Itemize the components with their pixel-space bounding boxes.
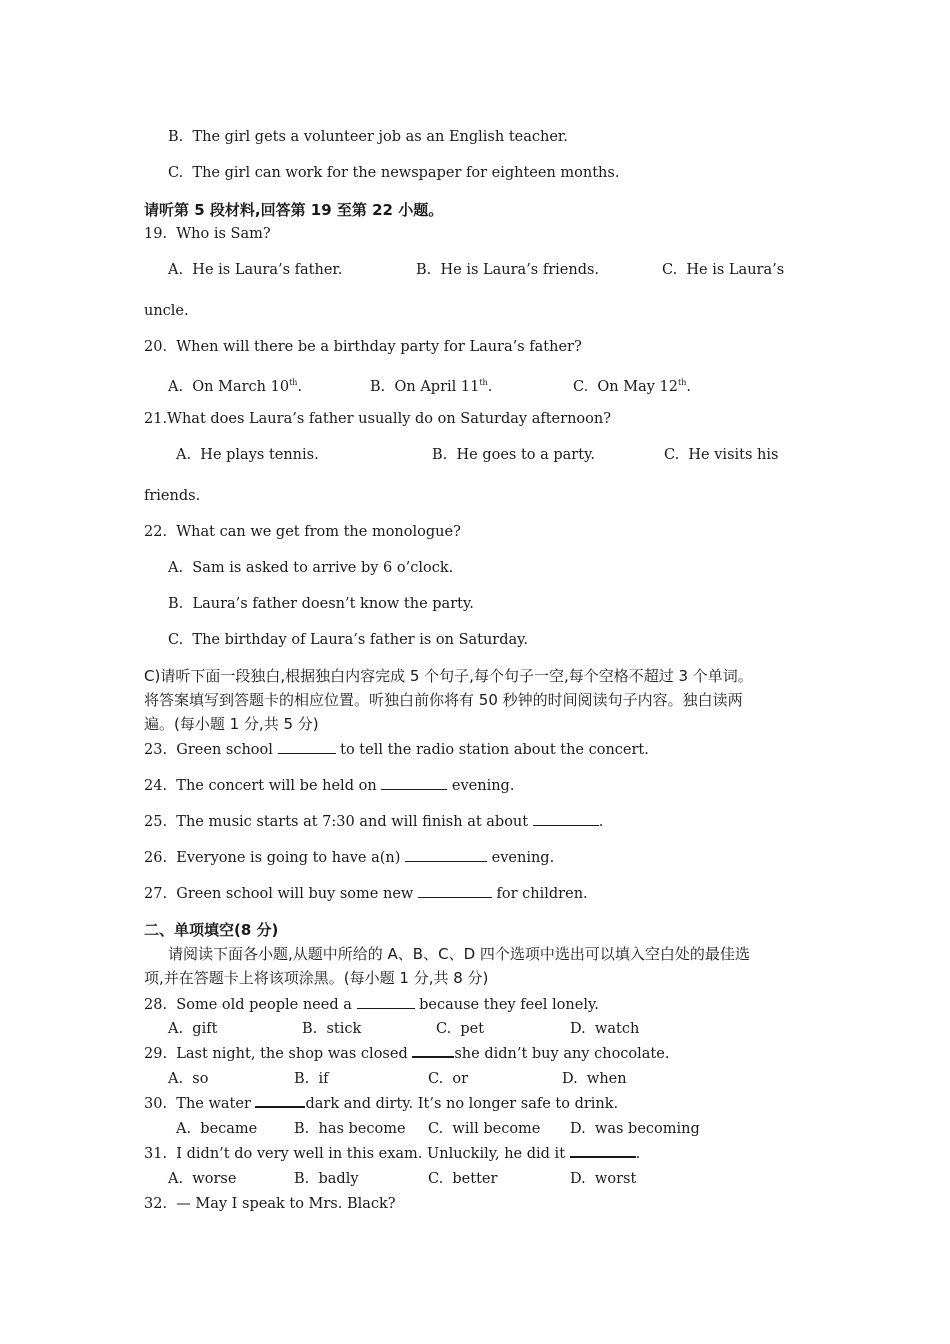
q28-option-c: C. pet [436, 1021, 485, 1037]
q22-option-a: A. Sam is asked to arrive by 6 o’clock. [168, 560, 454, 576]
section-5-heading: 请听第 5 段材料,回答第 19 至第 22 小题。 [144, 201, 444, 219]
q21-stem: 21.What does Laura’s father usually do on Saturday afternoon? [144, 411, 611, 427]
q25-blank [533, 811, 599, 826]
q29-option-d: D. when [562, 1071, 627, 1087]
q31-blank [570, 1142, 636, 1158]
q31-option-a: A. worse [168, 1171, 237, 1187]
part-c-instruction-line-3: 遍。(每小题 1 分,共 5 分) [144, 715, 319, 733]
section-2-instruction-line-1: 请阅读下面各小题,从题中所给的 A、B、C、D 四个选项中选出可以填入空白处的最佳选 [168, 945, 750, 963]
q30-option-b: B. has become [294, 1121, 406, 1137]
q24: 24. The concert will be held on evening. [144, 774, 514, 798]
q26-blank [405, 847, 487, 862]
q26: 26. Everyone is going to have a(n) evening. [144, 846, 554, 870]
section-2-heading: 二、单项填空(8 分) [144, 921, 279, 939]
part-c-instruction-line-1: C)请听下面一段独白,根据独白内容完成 5 个句子,每个句子一空,每个空格不超过 3 个单词。 [144, 667, 753, 685]
q18-option-c: C. The girl can work for the newspaper for eighteen months. [168, 165, 620, 181]
q20-option-b: B. On April 11th. [370, 378, 493, 395]
q27-blank [418, 883, 492, 898]
q18-option-b: B. The girl gets a volunteer job as an English teacher. [168, 129, 568, 145]
q21-option-c: C. He visits his [664, 447, 779, 463]
q19-option-c: C. He is Laura’s [662, 262, 785, 278]
q28-option-a: A. gift [168, 1021, 218, 1037]
q23-blank [278, 739, 336, 754]
q27: 27. Green school will buy some new for children. [144, 882, 588, 906]
q28-stem: 28. Some old people need a because they feel lonely. [144, 993, 599, 1017]
q19-option-a: A. He is Laura’s father. [168, 262, 343, 278]
q28-blank [357, 994, 415, 1009]
q31-option-c: C. better [428, 1171, 498, 1187]
q22-option-b: B. Laura’s father doesn’t know the party. [168, 596, 474, 612]
q20-stem: 20. When will there be a birthday party for Laura’s father? [144, 339, 582, 355]
q30-stem: 30. The water dark and dirty. It’s no longer safe to drink. [144, 1092, 618, 1116]
q29-option-b: B. if [294, 1071, 329, 1087]
q21-option-c-continued: friends. [144, 488, 201, 504]
section-2-instruction-line-2: 项,并在答题卡上将该项涂黑。(每小题 1 分,共 8 分) [144, 969, 489, 987]
q32-stem: 32. — May I speak to Mrs. Black? [144, 1196, 396, 1212]
q30-option-d: D. was becoming [570, 1121, 700, 1137]
q31-option-d: D. worst [570, 1171, 637, 1187]
q30-option-c: C. will become [428, 1121, 541, 1137]
q21-option-a: A. He plays tennis. [176, 447, 319, 463]
q19-stem: 19. Who is Sam? [144, 226, 271, 242]
q21-option-b: B. He goes to a party. [432, 447, 595, 463]
q20-option-a: A. On March 10th. [168, 378, 303, 395]
q23: 23. Green school to tell the radio station about the concert. [144, 738, 649, 762]
q28-option-d: D. watch [570, 1021, 640, 1037]
q31-stem: 31. I didn’t do very well in this exam. Unluckily, he did it . [144, 1142, 640, 1166]
part-c-instruction-line-2: 将答案填写到答题卡的相应位置。听独白前你将有 50 秒钟的时间阅读句子内容。独白读两 [144, 691, 743, 709]
q28-option-b: B. stick [302, 1021, 362, 1037]
q29-stem: 29. Last night, the shop was closed she didn’t buy any chocolate. [144, 1042, 669, 1066]
q29-blank [412, 1042, 454, 1058]
q29-option-c: C. or [428, 1071, 469, 1087]
q29-option-a: A. so [168, 1071, 209, 1087]
q25: 25. The music starts at 7:30 and will finish at about . [144, 810, 603, 834]
q19-option-c-continued: uncle. [144, 303, 189, 319]
q30-option-a: A. became [176, 1121, 258, 1137]
q22-option-c: C. The birthday of Laura’s father is on Saturday. [168, 632, 529, 648]
q22-stem: 22. What can we get from the monologue? [144, 524, 461, 540]
q19-option-b: B. He is Laura’s friends. [416, 262, 600, 278]
q31-option-b: B. badly [294, 1171, 359, 1187]
q24-blank [381, 775, 447, 790]
q20-option-c: C. On May 12th. [573, 378, 691, 395]
q30-blank [255, 1092, 305, 1108]
